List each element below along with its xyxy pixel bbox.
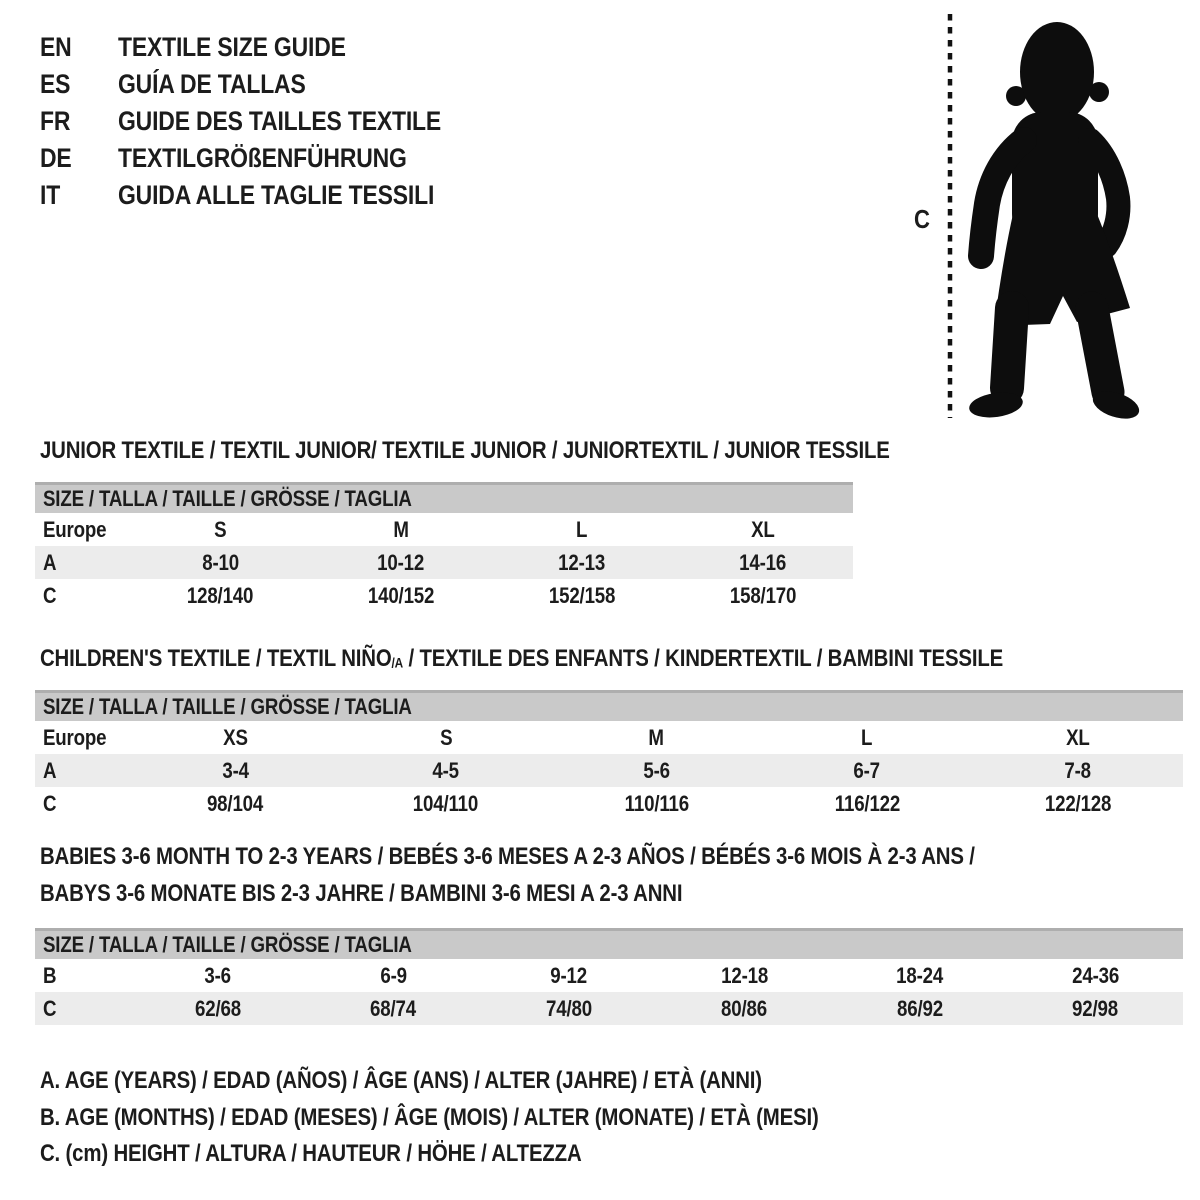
- language-code: FR: [40, 106, 71, 136]
- cell: [1008, 963, 1184, 989]
- language-row: [40, 66, 339, 103]
- size-header-band: [35, 928, 1183, 959]
- cell: [130, 725, 341, 751]
- cell: [762, 758, 973, 784]
- cell: [306, 996, 482, 1022]
- row-label: [35, 758, 130, 784]
- height-measure-label-text: C: [914, 204, 930, 234]
- row-label-text: Europe: [43, 724, 107, 750]
- cell-value: 12-13: [558, 549, 606, 575]
- language-row: [40, 177, 490, 214]
- cell: [130, 758, 341, 784]
- cell-value: 74/80: [545, 995, 592, 1021]
- table-row: [35, 546, 853, 579]
- cell: [657, 963, 833, 989]
- legend-line-age-months: [40, 1103, 956, 1133]
- cell: [130, 517, 311, 543]
- cell: [311, 517, 492, 543]
- row-label: [35, 725, 130, 751]
- toddler-silhouette-icon: [968, 22, 1143, 424]
- cell-value: 12-18: [720, 962, 768, 988]
- height-figure: [900, 8, 1160, 426]
- cell: [1008, 996, 1184, 1022]
- cell-value: 122/128: [1044, 790, 1111, 816]
- language-row: [40, 103, 498, 140]
- cell-value: 80/86: [721, 995, 768, 1021]
- babies-table-title-line2: [40, 879, 796, 909]
- row-label: [35, 791, 130, 817]
- cell: [341, 758, 552, 784]
- cell-value: S: [439, 724, 453, 750]
- cell-value: L: [861, 724, 873, 750]
- cell: [341, 791, 552, 817]
- cell-value: 10-12: [377, 549, 425, 575]
- language-title: GUIDE DES TAILLES TEXTILE: [118, 106, 442, 136]
- language-code: ES: [40, 69, 71, 99]
- cell: [972, 758, 1183, 784]
- cell: [341, 725, 552, 751]
- babies-table-title-line1-text: BABIES 3-6 MONTH TO 2-3 YEARS / BEBÉS 3-6 MESES A 2-3 AÑOS / BÉBÉS 3-6 MOIS À 2-3 ANS /: [40, 843, 975, 870]
- row-label-text: A: [43, 757, 57, 783]
- babies-size-table: [35, 928, 1183, 1025]
- row-label-text: Europe: [43, 516, 107, 542]
- table-row: [35, 754, 1183, 787]
- cell-value: M: [393, 516, 409, 542]
- cell: [311, 583, 492, 609]
- cell: [130, 791, 341, 817]
- row-label: [35, 996, 130, 1022]
- legend-line-age-months-text: B. AGE (MONTHS) / EDAD (MESES) / ÂGE (MOIS) / ALTER (MONATE) / ETÀ (MESI): [40, 1104, 819, 1131]
- cell-value: M: [648, 724, 665, 750]
- cell-value: 7-8: [1064, 757, 1091, 783]
- size-header-band: [35, 482, 853, 513]
- cell: [130, 963, 306, 989]
- cell-value: 14-16: [739, 549, 787, 575]
- language-code: EN: [40, 32, 72, 62]
- cell: [551, 758, 762, 784]
- cell-value: 152/158: [548, 582, 616, 608]
- row-label: [35, 550, 130, 576]
- title-suffix: / TEXTILE DES ENFANTS / KINDERTEXTIL / BAMBINI TESSILE: [403, 645, 1004, 672]
- cell-value: 3-6: [204, 962, 232, 988]
- table-row: [35, 579, 853, 612]
- language-row: [40, 140, 458, 177]
- cell: [672, 517, 853, 543]
- cell-value: 18-24: [896, 962, 944, 988]
- language-code: DE: [40, 143, 72, 173]
- cell: [832, 963, 1008, 989]
- cell: [551, 791, 762, 817]
- junior-size-table: [35, 482, 853, 612]
- legend-line-height-text: C. (cm) HEIGHT / ALTURA / HAUTEUR / HÖHE / ALTEZZA: [40, 1140, 582, 1167]
- language-title: TEXTILGRÖßENFÜHRUNG: [118, 143, 407, 173]
- cell-value: XL: [1065, 724, 1090, 750]
- size-header-label: SIZE / TALLA / TAILLE / GRÖSSE / TAGLIA: [43, 694, 412, 719]
- cell: [481, 963, 657, 989]
- cell-value: 6-7: [853, 757, 881, 783]
- size-header-label: SIZE / TALLA / TAILLE / GRÖSSE / TAGLIA: [43, 486, 412, 511]
- cell-value: 158/170: [729, 582, 796, 608]
- row-label: [35, 517, 130, 543]
- cell-value: 104/110: [413, 790, 479, 816]
- table-row: [35, 513, 853, 546]
- table-row: [35, 787, 1183, 820]
- cell-value: 4-5: [432, 757, 460, 783]
- children-table-title-text: [40, 644, 1003, 678]
- cell: [972, 791, 1183, 817]
- cell-value: 86/92: [896, 995, 943, 1021]
- children-table-title: [40, 644, 1173, 678]
- cell: [492, 517, 673, 543]
- cell: [311, 550, 492, 576]
- legend-line-age-years: [40, 1066, 889, 1096]
- cell-value: S: [214, 516, 227, 542]
- cell-value: 3-4: [222, 757, 249, 783]
- cell-value: 128/140: [187, 582, 254, 608]
- cell: [130, 550, 311, 576]
- cell: [672, 583, 853, 609]
- cell: [672, 550, 853, 576]
- cell: [832, 996, 1008, 1022]
- table-row: [35, 959, 1183, 992]
- cell: [481, 996, 657, 1022]
- cell: [130, 996, 306, 1022]
- cell: [972, 725, 1183, 751]
- language-title: TEXTILE SIZE GUIDE: [118, 32, 346, 62]
- cell-value: 98/104: [207, 790, 264, 816]
- language-code: IT: [40, 180, 61, 210]
- cell-value: 8-10: [201, 549, 239, 575]
- language-title: GUÍA DE TALLAS: [118, 69, 306, 99]
- cell-value: 92/98: [1072, 995, 1119, 1021]
- cell: [130, 583, 311, 609]
- size-header-band: [35, 690, 1183, 721]
- cell: [306, 963, 482, 989]
- row-label: [35, 963, 130, 989]
- cell: [762, 725, 973, 751]
- cell-value: 110/116: [624, 790, 689, 816]
- table-row: [35, 992, 1183, 1025]
- row-label-text: C: [43, 790, 57, 816]
- cell-value: 62/68: [194, 995, 241, 1021]
- cell-value: 140/152: [367, 582, 435, 608]
- language-row: [40, 29, 386, 66]
- babies-table-title-line1: [40, 842, 1140, 872]
- legend-line-age-years-text: A. AGE (YEARS) / EDAD (AÑOS) / ÂGE (ANS) / ALTER (JAHRE) / ETÀ (ANNI): [40, 1067, 762, 1094]
- row-label-text: C: [43, 995, 57, 1021]
- cell: [762, 791, 973, 817]
- cell-value: 5-6: [643, 757, 670, 783]
- cell-value: XS: [222, 724, 248, 750]
- legend-line-height: [40, 1139, 677, 1169]
- cell: [551, 725, 762, 751]
- junior-table-title: [40, 436, 1040, 466]
- row-label-text: B: [43, 962, 57, 988]
- children-size-table: [35, 690, 1183, 820]
- cell: [492, 550, 673, 576]
- cell: [492, 583, 673, 609]
- cell: [657, 996, 833, 1022]
- babies-table-title-line2-text: BABYS 3-6 MONATE BIS 2-3 JAHRE / BAMBINI 3-6 MESI A 2-3 ANNI: [40, 880, 683, 907]
- row-label-text: A: [43, 549, 57, 575]
- cell-value: 116/122: [834, 790, 900, 816]
- cell-value: XL: [750, 516, 775, 542]
- cell-value: L: [576, 516, 588, 542]
- row-label-text: C: [43, 582, 57, 608]
- junior-table-title-text: JUNIOR TEXTILE / TEXTIL JUNIOR/ TEXTILE JUNIOR / JUNIORTEXTIL / JUNIOR TESSILE: [40, 437, 890, 464]
- title-sub: /A: [391, 654, 404, 671]
- row-label: [35, 583, 130, 609]
- cell-value: 9-12: [550, 962, 588, 988]
- table-row: [35, 721, 1183, 754]
- title-prefix: CHILDREN'S TEXTILE / TEXTIL NIÑO: [40, 645, 392, 672]
- size-header-label: SIZE / TALLA / TAILLE / GRÖSSE / TAGLIA: [43, 932, 412, 957]
- cell-value: 24-36: [1071, 962, 1119, 988]
- cell-value: 68/74: [370, 995, 417, 1021]
- cell-value: 6-9: [379, 962, 407, 988]
- language-title: GUIDA ALLE TAGLIE TESSILI: [118, 180, 435, 210]
